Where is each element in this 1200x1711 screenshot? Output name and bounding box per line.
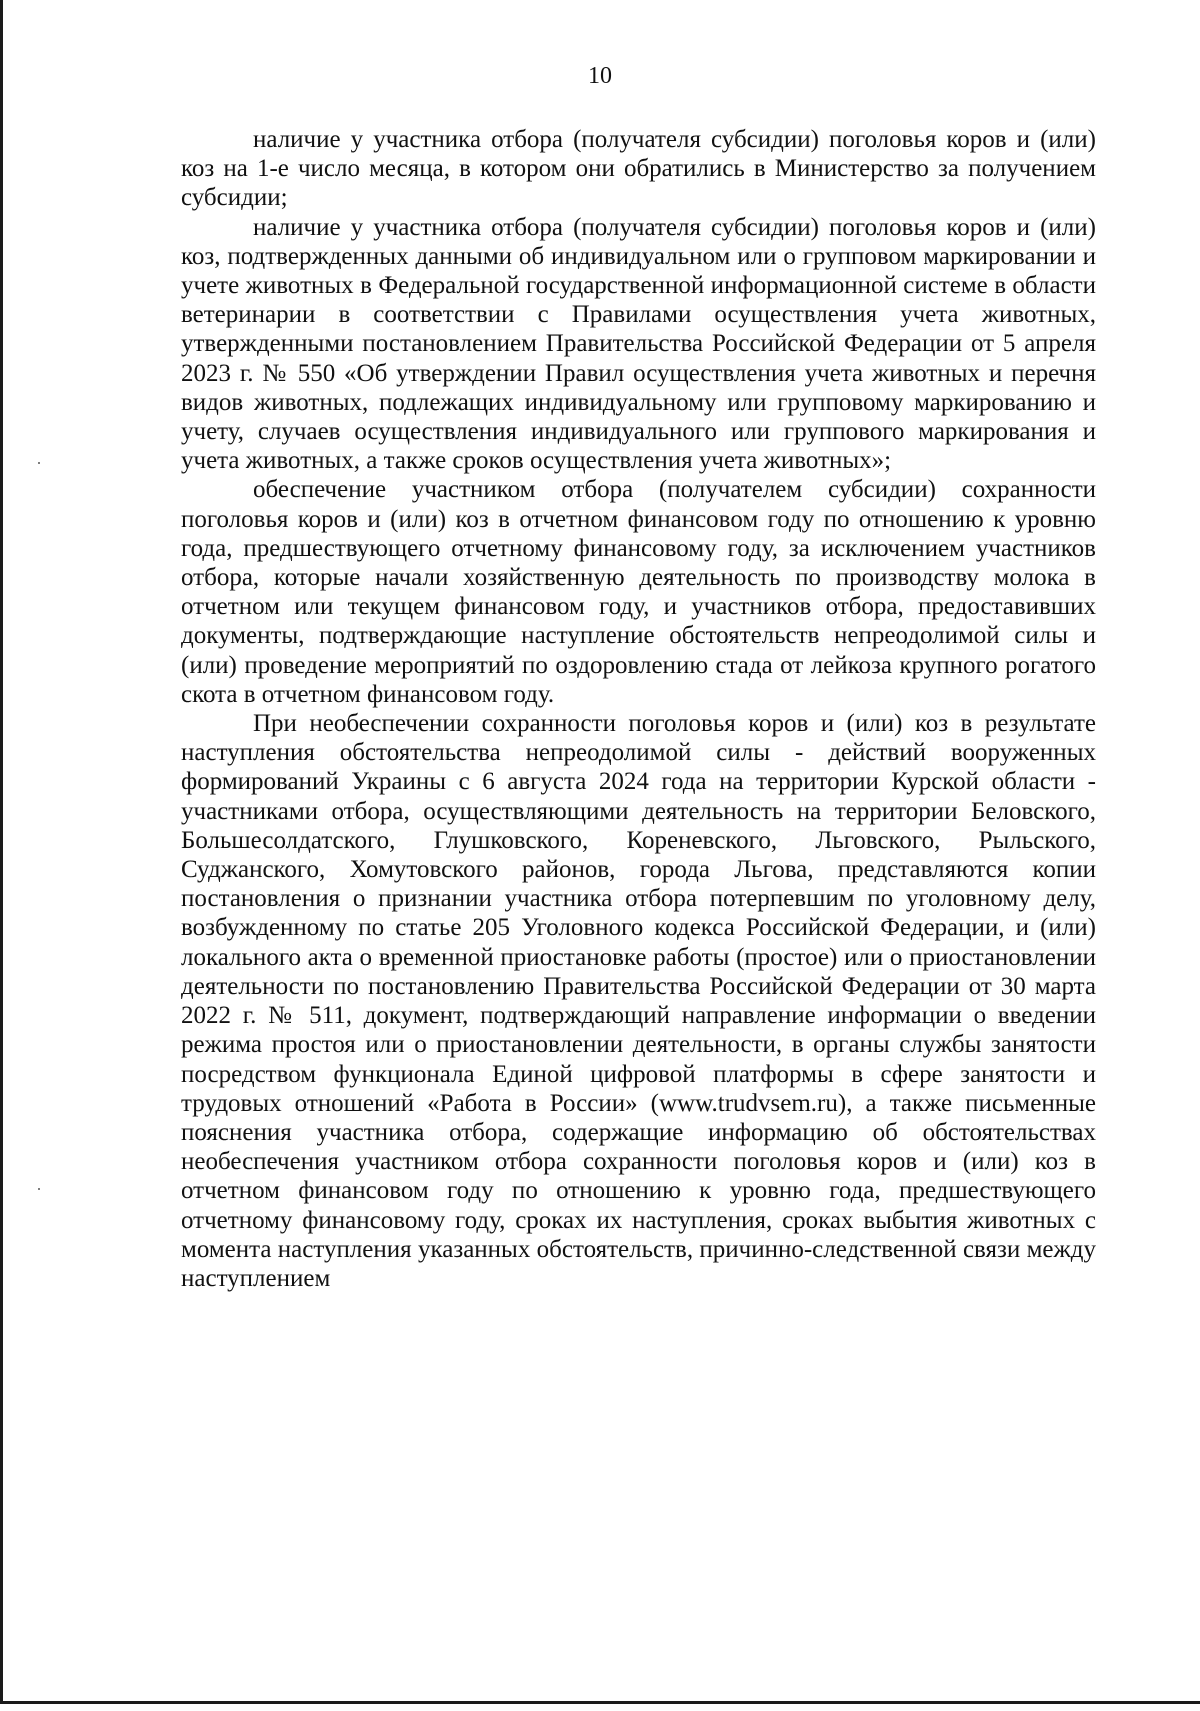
scan-speck [38,1188,40,1190]
scan-left-border [0,0,3,1704]
page-number: 10 [588,63,612,89]
paragraph-livestock-availability: наличие у участника отбора (получателя субсидии) поголовья коров и (или) коз на 1-е число месяца, в котором они обратились в Министерство за получением субсидии; [181,126,1096,212]
paragraph-livestock-preservation: обеспечение участником отбора (получателем субсидии) сохранности поголовья коров и (или) коз в отчетном финансовом году по отношению к уровню года, предшествующего отчетному финансовому году, за исключением участников отбора, которые начали хозяйственную деятельность по производству молока в отчетном или текущем финансовом году, и участников отбора, предоставивших документы, подтверждающие наступление обстоятельств непреодолимой силы и (или) проведение мероприятий по оздоровлению стада от лейкоза крупного рогатого скота в отчетном финансовом году. [181,476,1096,708]
scan-speck [38,462,40,464]
paragraph-force-majeure: При необеспечении сохранности поголовья коров и (или) коз в результате наступления обстоятельства непреодолимой силы - действий вооруженных формирований Украины с 6 августа 2024 года на территории Курской области - участниками отбора, осуществляющими деятельность на территории Беловского, Большесолдатского, Глушковского, Кореневского, Льговского, Рыльского, Суджанского, Хомутовского районов, города Льгова, представляются копии постановления о признании участника отбора потерпевшим по уголовному делу, возбужденному по статье 205 Уголовного кодекса Российской Федерации, и (или) локального акта о временной приостановке работы (простое) или о приостановлении деятельности по постановлению Правительства Российской Федерации от 30 марта 2022 г. № 511, документ, подтверждающий направление информации о введении режима простоя или о приостановлении деятельности, в органы службы занятости посредством функционала Единой цифровой платформы в сфере занятости и трудовых отношений «Работа в России» (www.trudvsem.ru), а также письменные пояснения участника отбора, содержащие информацию об обстоятельствах необеспечения участником отбора сохранности поголовья коров и (или) коз в отчетном финансовом году по отношению к уровню года, предшествующего отчетному финансовому году, сроках их наступления, сроках выбытия животных с момента наступления указанных обстоятельств, причинно-следственной связи между наступлением [181,710,1096,1292]
scan-bottom-border [0,1701,1200,1704]
paragraph-livestock-marking: наличие у участника отбора (получателя субсидии) поголовья коров и (или) коз, подтвержденных данными об индивидуальном или о групповом маркировании и учете животных в Федеральной государственной информационной системе в области ветеринарии в соответствии с Правилами осуществления учета животных, утвержденными постановлением Правительства Российской Федерации от 5 апреля 2023 г. № 550 «Об утверждении Правил осуществления учета животных и перечня видов животных, подлежащих индивидуальному или групповому маркированию и учету, случаев осуществления индивидуального или группового маркирования и учета животных, а также сроков осуществления учета животных»; [181,213,1096,475]
document-body [181,125,1096,1293]
